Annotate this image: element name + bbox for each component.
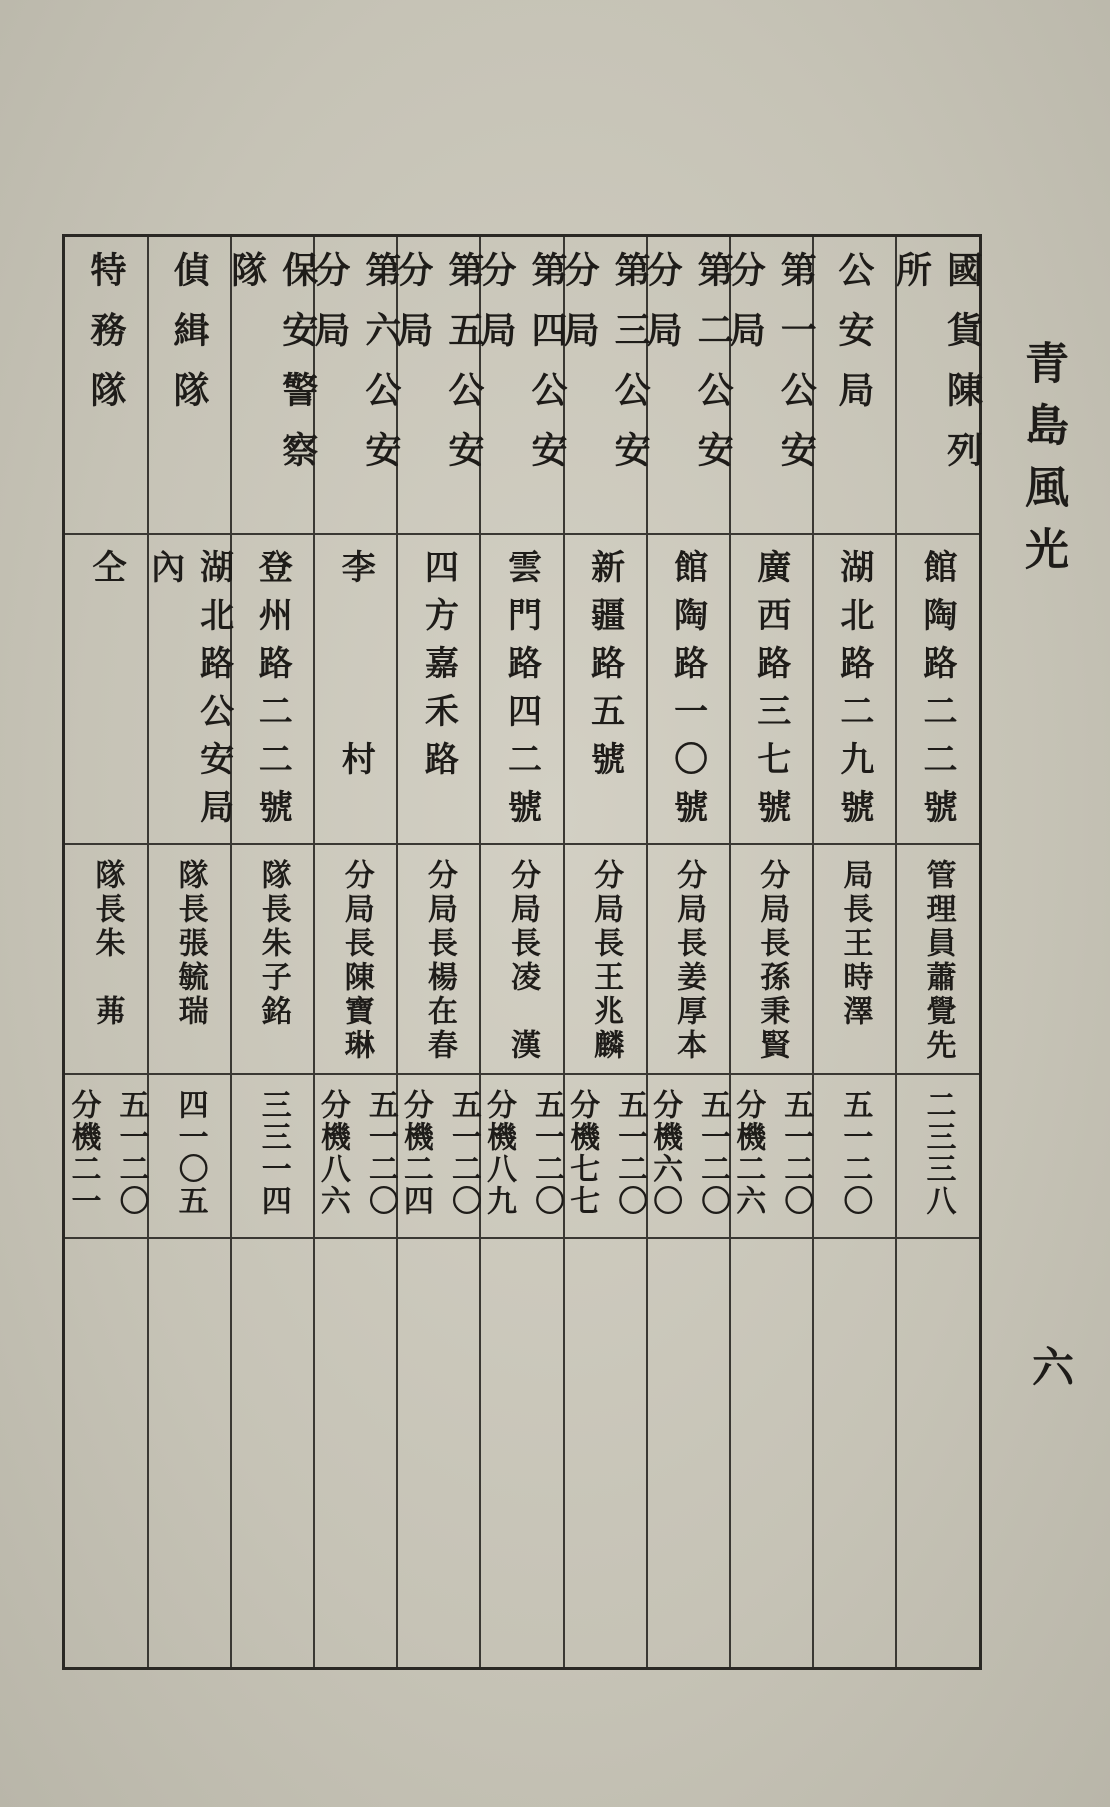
entry-name: 第四公安分局 [475,251,568,491]
phone-number: 五一二〇 [695,1089,731,1217]
phone-number: 五一二〇 [445,1089,481,1217]
entry-name-cell [475,237,568,547]
phone-number: 二三三八 [920,1089,956,1217]
entry-address-cell [231,535,314,857]
entry-name-cell [558,237,652,547]
page-number: 六 [1026,1345,1075,1387]
entry-name: 偵緝隊 [168,251,211,431]
entry-person: 隊長張毓瑞 [172,859,208,1029]
entry-phone-cell [65,1075,148,1251]
entry-name: 第五公安分局 [391,251,485,491]
entry-person-cell [65,845,148,1087]
entry-address-cell [314,535,397,857]
entry-person-cell [480,845,563,1087]
phone-extension: 分機二一 [65,1089,101,1217]
entry-address: 館陶路一〇號 [667,549,708,837]
entry-name: 第一公安分局 [724,251,818,491]
phone-number: 五一二〇 [529,1089,564,1217]
entry-address-cell [730,535,813,857]
entry-name: 國貨陳列所 [890,251,984,491]
entry-phone-cell [647,1075,730,1251]
entry-person-cell [397,845,480,1087]
entry-name: 第二公安分局 [641,251,735,491]
entry-person: 分局長姜厚本 [671,859,707,1063]
entry-person-cell [231,845,314,1087]
phone-number: 五一二〇 [837,1089,873,1217]
entry-phone-cell [813,1075,896,1251]
entry-phone-cell [314,1075,397,1251]
entry-person-cell [896,845,979,1087]
entry-name: 第三公安分局 [558,251,652,491]
entry-address: 雲門路四二號 [501,549,542,837]
phone-extension: 分機八九 [481,1089,516,1217]
entry-address: 登州路二二號 [252,549,293,837]
directory-table [62,234,982,1670]
entry-address-cell [144,535,234,857]
entry-phone-cell [231,1075,314,1251]
entry-address: 湖北路二九號 [833,549,874,837]
entry-name-cell [724,237,818,547]
entry-address-cell [564,535,647,857]
entry-name-cell [813,237,896,547]
phone-number: 四一〇五 [172,1089,208,1217]
phone-number: 三三一四 [255,1089,291,1217]
entry-phone-cell [480,1075,563,1251]
running-head: 青島風光 [1017,340,1068,588]
entry-name-cell [225,237,319,547]
entry-person: 分局長孫秉賢 [754,859,790,1063]
entry-person: 隊長朱子銘 [255,859,291,1029]
entry-name-cell [391,237,485,547]
phone-extension: 分機二四 [397,1089,433,1217]
entry-person-cell [730,845,813,1087]
phone-number: 五一二〇 [362,1089,398,1217]
entry-address-cell [813,535,896,857]
entry-person-cell [148,845,231,1087]
phone-number: 五一二〇 [612,1089,648,1217]
entry-name-cell [65,237,148,547]
entry-name-cell [148,237,231,547]
entry-person-cell [564,845,647,1087]
entry-address-cell [397,535,480,857]
entry-address: 館陶路二二號 [916,549,957,837]
entry-name: 保安警察隊 [225,251,319,491]
phone-extension: 分機六〇 [647,1089,683,1217]
entry-address-cell [896,535,979,857]
entry-address: 李 村 [335,549,376,789]
entry-phone-cell [730,1075,813,1251]
entry-person: 局長王時澤 [837,859,873,1029]
entry-phone-cell [148,1075,231,1251]
entry-name-cell [641,237,735,547]
entry-person: 分局長楊在春 [421,859,457,1063]
entry-person: 分局長陳寶琳 [338,859,374,1063]
phone-extension: 分機二六 [730,1089,766,1217]
entry-name: 公安局 [832,251,875,431]
entry-address-cell [647,535,730,857]
entry-name: 特務隊 [85,251,128,431]
entry-address: 仝 [86,549,127,597]
entry-address-cell [65,535,148,857]
entry-person: 隊長朱 茀 [89,859,125,1029]
entry-name: 第六公安分局 [308,251,402,491]
entry-person: 分局長王兆麟 [588,859,624,1063]
entry-name-cell [308,237,402,547]
entry-person-cell [314,845,397,1087]
entry-phone-cell [397,1075,480,1251]
phone-extension: 分機八六 [314,1089,350,1217]
entry-name-cell [890,237,984,547]
entry-person-cell [813,845,896,1087]
entry-address: 四方嘉禾路 [418,549,459,789]
entry-phone-cell [896,1075,979,1251]
entry-address: 廣西路三七號 [750,549,791,837]
entry-person: 分局長凌 漢 [504,859,540,1063]
entry-person: 管理員蕭覺先 [920,859,956,1063]
entry-address: 新疆路五號 [584,549,625,789]
phone-extension: 分機七七 [564,1089,600,1217]
phone-number: 五一二〇 [778,1089,814,1217]
entry-address-cell [480,535,563,857]
entry-address: 湖北路公安局內 [144,549,234,837]
entry-phone-cell [564,1075,647,1251]
phone-number: 五一二〇 [113,1089,149,1217]
entry-person-cell [647,845,730,1087]
